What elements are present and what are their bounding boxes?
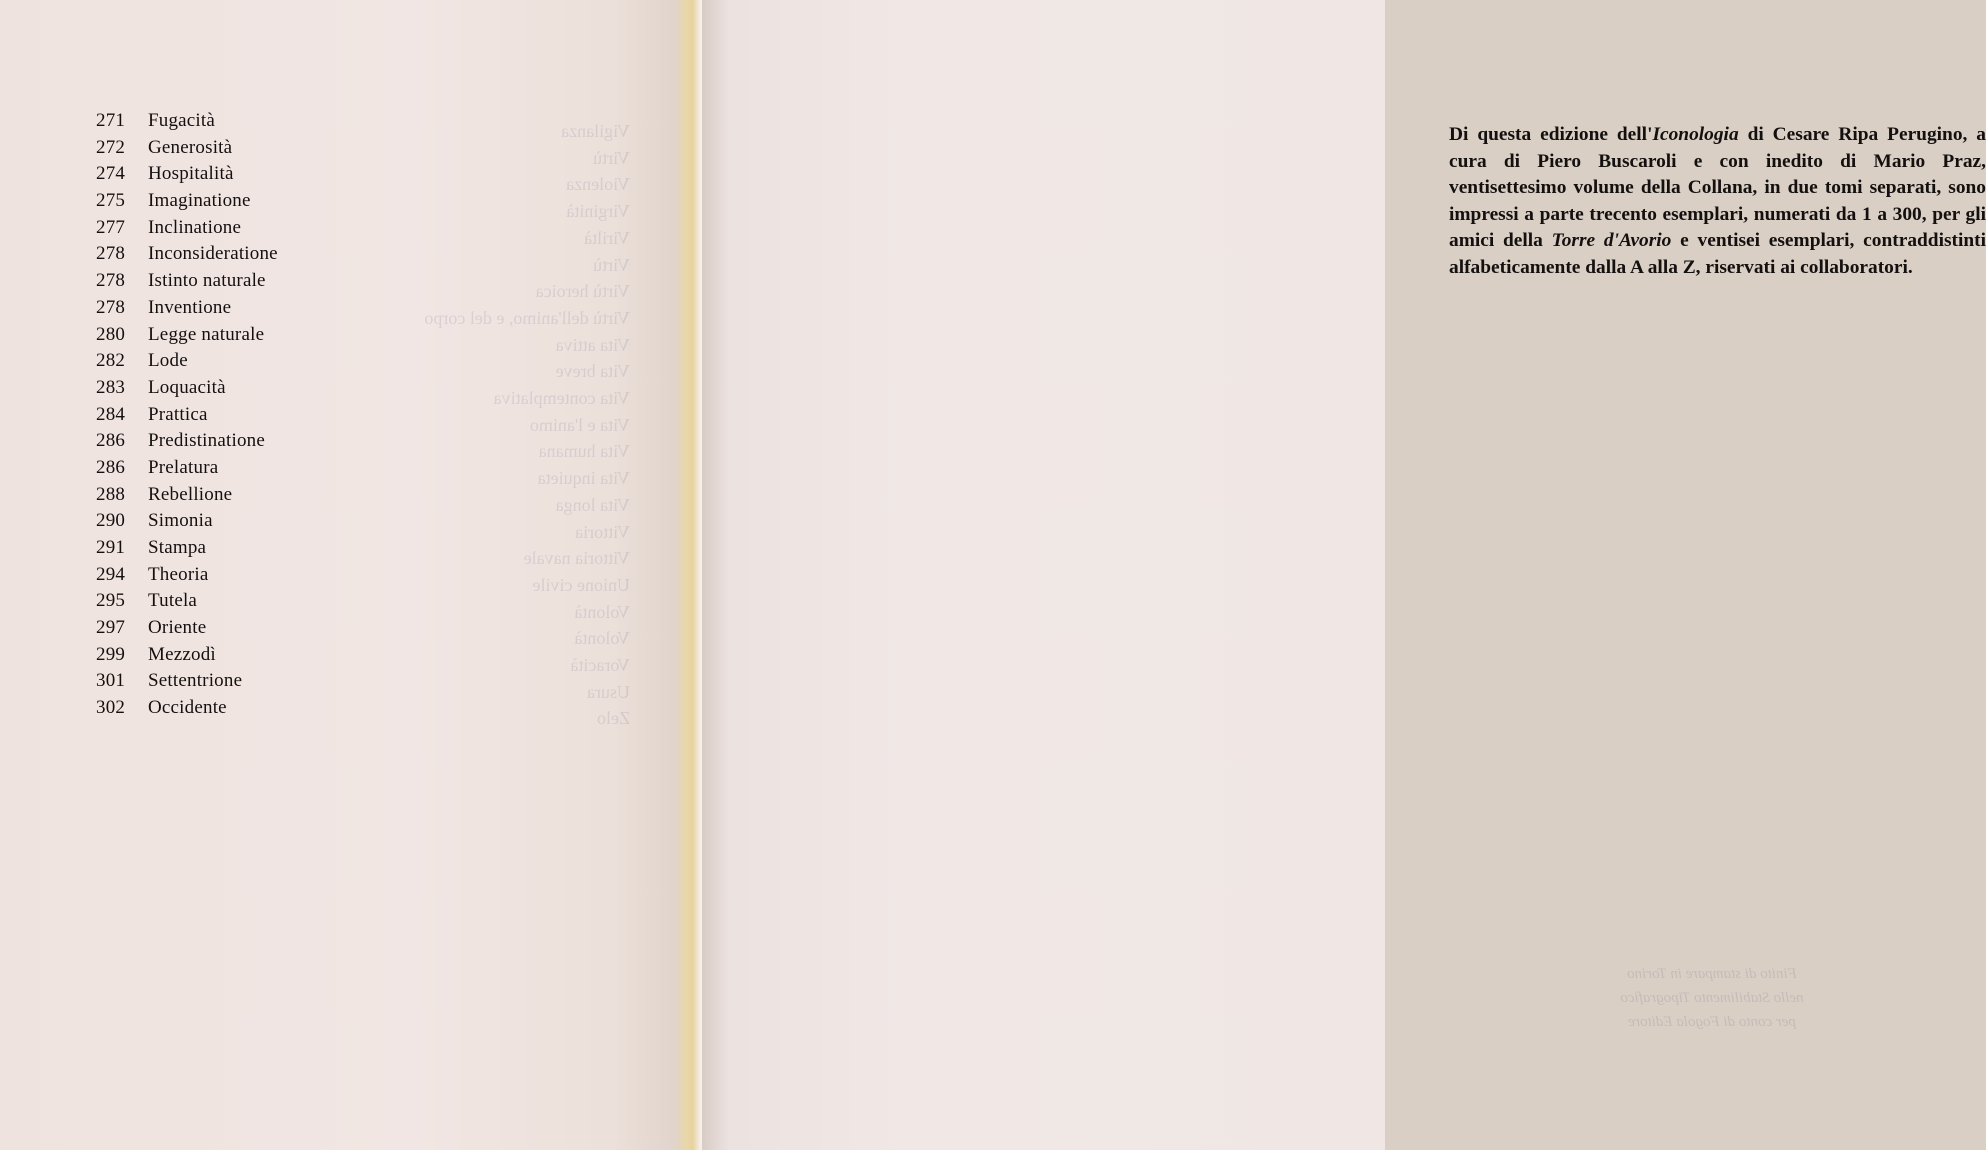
- index-page-number: 294: [96, 563, 126, 585]
- index-page-number: 284: [96, 403, 126, 425]
- index-row: [96, 350, 278, 377]
- colophon-text-2: di Cesare Ripa Perugino, a cura di Piero Buscaroli e con inedito di Mario Praz, ventisettesimo volume della Collana, in due tomi separati, sono impressi a parte trecento esemplari, numerati da 1 a 300, per gli amici della: [1449, 124, 1986, 252]
- right-page: [702, 0, 1986, 1150]
- index-entry: Occidente: [148, 697, 227, 719]
- index-page-number: 274: [96, 163, 126, 185]
- index-entry: Stampa: [148, 537, 207, 558]
- index-entry: Legge naturale: [148, 323, 265, 345]
- index-entry: Lode: [148, 350, 188, 372]
- index-row: [96, 324, 278, 351]
- index-row: [96, 137, 278, 164]
- index-page-number: 277: [96, 216, 126, 238]
- index-row: [96, 617, 278, 644]
- index-entry: Inconsideratione: [148, 243, 278, 265]
- index-row: [96, 430, 278, 457]
- index-entry: Fugacità: [148, 110, 216, 131]
- bleed-through-text: Vigilanza Virtù Violenza Virginità Viriltà Virtù Virtù heroica Virtù dell'animo, e del corpo Vita attiva Vita breve Vita contemplativa Vita e l'animo Vita humana Vita inquieta Vita longa Vittoria Vittoria navale Unione civile Volontà Volontà Voracità Usura Zelo: [424, 121, 630, 729]
- index-entry: Imaginatione: [148, 190, 251, 212]
- index-row: [96, 270, 278, 297]
- index-entry: Inclinatione: [148, 216, 242, 238]
- index-entry: Istinto naturale: [148, 270, 266, 292]
- index-entry: Predistinatione: [148, 430, 265, 452]
- index-page-number: 278: [96, 243, 126, 265]
- index-row: [96, 590, 278, 617]
- index-row: [96, 510, 278, 537]
- bleed-through-imprint: Finito di stampare in Torino nello Stabilimento Tipografico per conto di Fogola Editore: [1620, 966, 1804, 1030]
- index-entry: Theoria: [148, 563, 209, 585]
- index-page-number: 286: [96, 456, 126, 478]
- index-entry: Generosità: [148, 136, 233, 158]
- index-entry: Inventione: [148, 296, 232, 318]
- colophon-text-3: e ventisei esemplari, contraddistinti alfabeticamente dalla A alla Z, riservati ai collaboratori.: [1449, 230, 1986, 278]
- index-page-number: 286: [96, 430, 126, 452]
- index-row: [96, 537, 278, 564]
- index-row: [96, 404, 278, 431]
- index-row: [96, 217, 278, 244]
- index-row: [96, 457, 278, 484]
- index-row: [96, 697, 278, 724]
- index-row: [96, 670, 278, 697]
- colophon-series-title: Torre d'Avorio: [1551, 230, 1672, 252]
- index-page-number: 290: [96, 510, 126, 532]
- index-page-number: 280: [96, 323, 126, 345]
- index-row: [96, 644, 278, 671]
- index-entry: Prattica: [148, 403, 208, 425]
- index-page-number: 302: [96, 697, 126, 719]
- index-page-number: 297: [96, 617, 126, 639]
- index-entry: Tutela: [148, 590, 198, 612]
- index-row: [96, 163, 278, 190]
- index-entry: Prelatura: [148, 456, 219, 478]
- index-entry: Mezzodì: [148, 643, 216, 665]
- index-row: [96, 190, 278, 217]
- index-row: [96, 564, 278, 591]
- colophon-text-1: Di questa edizione dell': [1449, 124, 1653, 145]
- index-row: [96, 377, 278, 404]
- colophon-paragraph: [1449, 122, 1986, 282]
- index-page-number: 291: [96, 537, 126, 558]
- index-page-number: 288: [96, 483, 126, 505]
- index-row: [96, 110, 278, 137]
- index-page-number: 272: [96, 136, 126, 158]
- index-page-number: 299: [96, 643, 126, 665]
- index-page-number: 275: [96, 190, 126, 212]
- index-page-number: 271: [96, 110, 126, 131]
- index-page-number: 283: [96, 376, 126, 398]
- index-entry: Rebellione: [148, 483, 233, 505]
- index-entry: Oriente: [148, 617, 207, 639]
- colophon-book-title: Iconologia: [1652, 124, 1739, 145]
- index-page-number: 278: [96, 296, 126, 318]
- index-page-number: 282: [96, 350, 126, 372]
- index-list: [96, 110, 278, 724]
- index-row: [96, 297, 278, 324]
- left-page: [0, 0, 695, 1150]
- index-page-number: 295: [96, 590, 126, 612]
- index-page-number: 301: [96, 670, 126, 692]
- index-row: [96, 484, 278, 511]
- index-entry: Settentrione: [148, 670, 243, 692]
- index-entry: Simonia: [148, 510, 213, 532]
- index-page-number: 278: [96, 270, 126, 292]
- index-entry: Hospitalità: [148, 163, 234, 185]
- index-entry: Loquacità: [148, 376, 226, 398]
- index-row: [96, 243, 278, 270]
